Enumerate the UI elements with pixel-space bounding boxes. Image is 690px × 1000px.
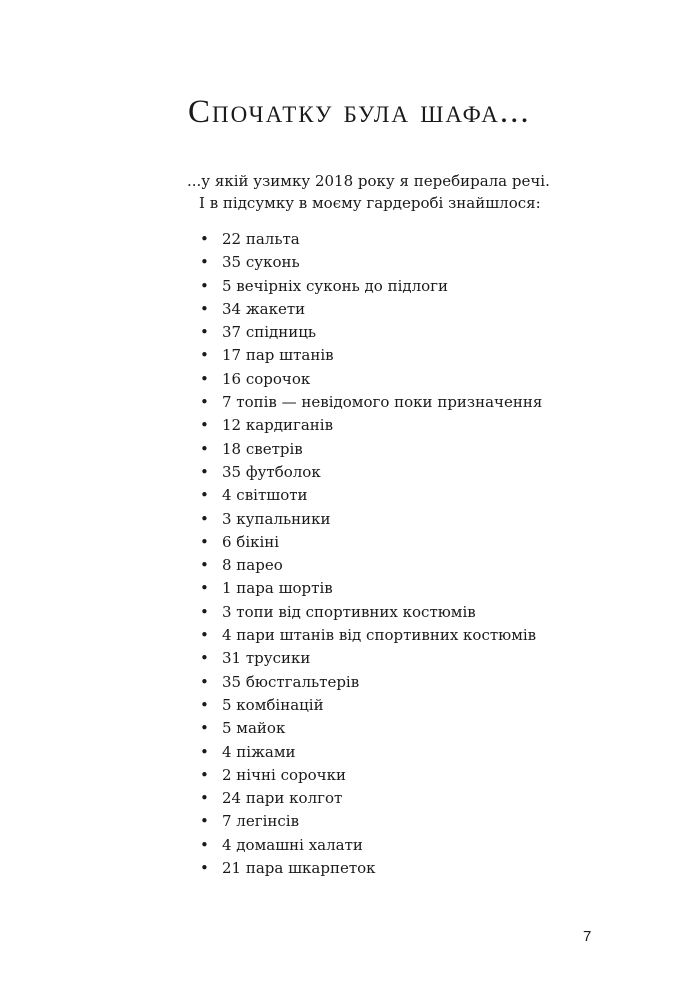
list-item-text: 6 бікіні	[222, 532, 280, 551]
list-item-text: 35 футболок	[222, 462, 321, 481]
list-item-text: 17 пар штанів	[222, 346, 334, 365]
bullet-icon: •	[200, 812, 209, 831]
list-item-text: 4 домашні халати	[222, 835, 363, 854]
bullet-icon: •	[200, 765, 209, 784]
bullet-icon: •	[200, 742, 209, 761]
list-item	[200, 275, 542, 298]
list-item-text: 18 светрів	[222, 439, 303, 458]
list-item	[200, 414, 542, 437]
list-item-text: 3 купальники	[222, 509, 331, 528]
list-item	[200, 694, 542, 717]
list-item-text: 16 сорочок	[222, 369, 311, 388]
intro-line-2: І в підсумку в моєму гардеробі знайшлося:	[199, 194, 541, 212]
list-item	[200, 484, 542, 507]
bullet-icon: •	[200, 602, 209, 621]
list-item	[200, 601, 542, 624]
list-item-text: 24 пари колгот	[222, 789, 343, 808]
list-item	[200, 298, 542, 321]
list-item	[200, 508, 542, 531]
intro-paragraph	[187, 170, 550, 214]
page-number: 7	[583, 928, 592, 945]
list-item	[200, 228, 542, 251]
list-item-text: 5 майок	[222, 719, 286, 738]
bullet-icon: •	[200, 323, 209, 342]
list-item	[200, 810, 542, 833]
intro-line-1: ...у якій узимку 2018 року я перебирала речі.	[187, 172, 550, 190]
list-item-text: 1 пара шортів	[222, 579, 333, 598]
list-item	[200, 741, 542, 764]
list-item	[200, 531, 542, 554]
list-item-text: 4 піжами	[222, 742, 296, 761]
wardrobe-list	[200, 228, 542, 880]
bullet-icon: •	[200, 276, 209, 295]
list-item	[200, 624, 542, 647]
list-item	[200, 857, 542, 880]
list-item-text: 2 нічні сорочки	[222, 765, 346, 784]
list-item-text: 7 легінсів	[222, 812, 300, 831]
bullet-icon: •	[200, 346, 209, 365]
list-item-text: 4 світшоти	[222, 486, 308, 505]
list-item	[200, 554, 542, 577]
bullet-icon: •	[200, 253, 209, 272]
list-item	[200, 787, 542, 810]
bullet-icon: •	[200, 369, 209, 388]
bullet-icon: •	[200, 462, 209, 481]
list-item-text: 21 пара шкарпеток	[222, 859, 376, 878]
list-item	[200, 461, 542, 484]
bullet-icon: •	[200, 626, 209, 645]
bullet-icon: •	[200, 230, 209, 248]
list-item-text: 35 суконь	[222, 253, 300, 272]
bullet-icon: •	[200, 509, 209, 528]
list-item	[200, 438, 542, 461]
list-item	[200, 344, 542, 367]
list-item-text: 3 топи від спортивних костюмів	[222, 602, 476, 621]
list-item	[200, 764, 542, 787]
bullet-icon: •	[200, 416, 209, 435]
bullet-icon: •	[200, 672, 209, 691]
bullet-icon: •	[200, 439, 209, 458]
list-item-text: 22 пальта	[222, 230, 300, 248]
list-item-text: 12 кардиганів	[222, 416, 334, 435]
bullet-icon: •	[200, 695, 209, 714]
list-item-text: 4 пари штанів від спортивних костюмів	[222, 626, 537, 645]
bullet-icon: •	[200, 835, 209, 854]
list-item-text: 5 вечірніх суконь до підлоги	[222, 276, 449, 295]
list-item	[200, 834, 542, 857]
bullet-icon: •	[200, 789, 209, 808]
list-item	[200, 577, 542, 600]
bullet-icon: •	[200, 532, 209, 551]
bullet-icon: •	[200, 649, 209, 668]
list-item	[200, 647, 542, 670]
bullet-icon: •	[200, 719, 209, 738]
list-item	[200, 391, 542, 414]
list-item	[200, 321, 542, 344]
list-item	[200, 368, 542, 391]
bullet-icon: •	[200, 299, 209, 318]
list-item-text: 35 бюстгальтерів	[222, 672, 360, 691]
list-item-text: 8 парео	[222, 556, 283, 575]
list-item-text: 37 спідниць	[222, 323, 317, 342]
chapter-title: Спочатку була шафа...	[188, 94, 531, 130]
list-item-text: 34 жакети	[222, 299, 306, 318]
list-item	[200, 717, 542, 740]
bullet-icon: •	[200, 486, 209, 505]
bullet-icon: •	[200, 393, 209, 412]
bullet-icon: •	[200, 556, 209, 575]
list-item	[200, 251, 542, 274]
bullet-icon: •	[200, 859, 209, 878]
list-item-text: 5 комбінацій	[222, 695, 324, 714]
list-item-text: 7 топів — невідомого поки призначення	[222, 393, 543, 412]
bullet-icon: •	[200, 579, 209, 598]
list-item-text: 31 трусики	[222, 649, 311, 668]
list-item	[200, 671, 542, 694]
